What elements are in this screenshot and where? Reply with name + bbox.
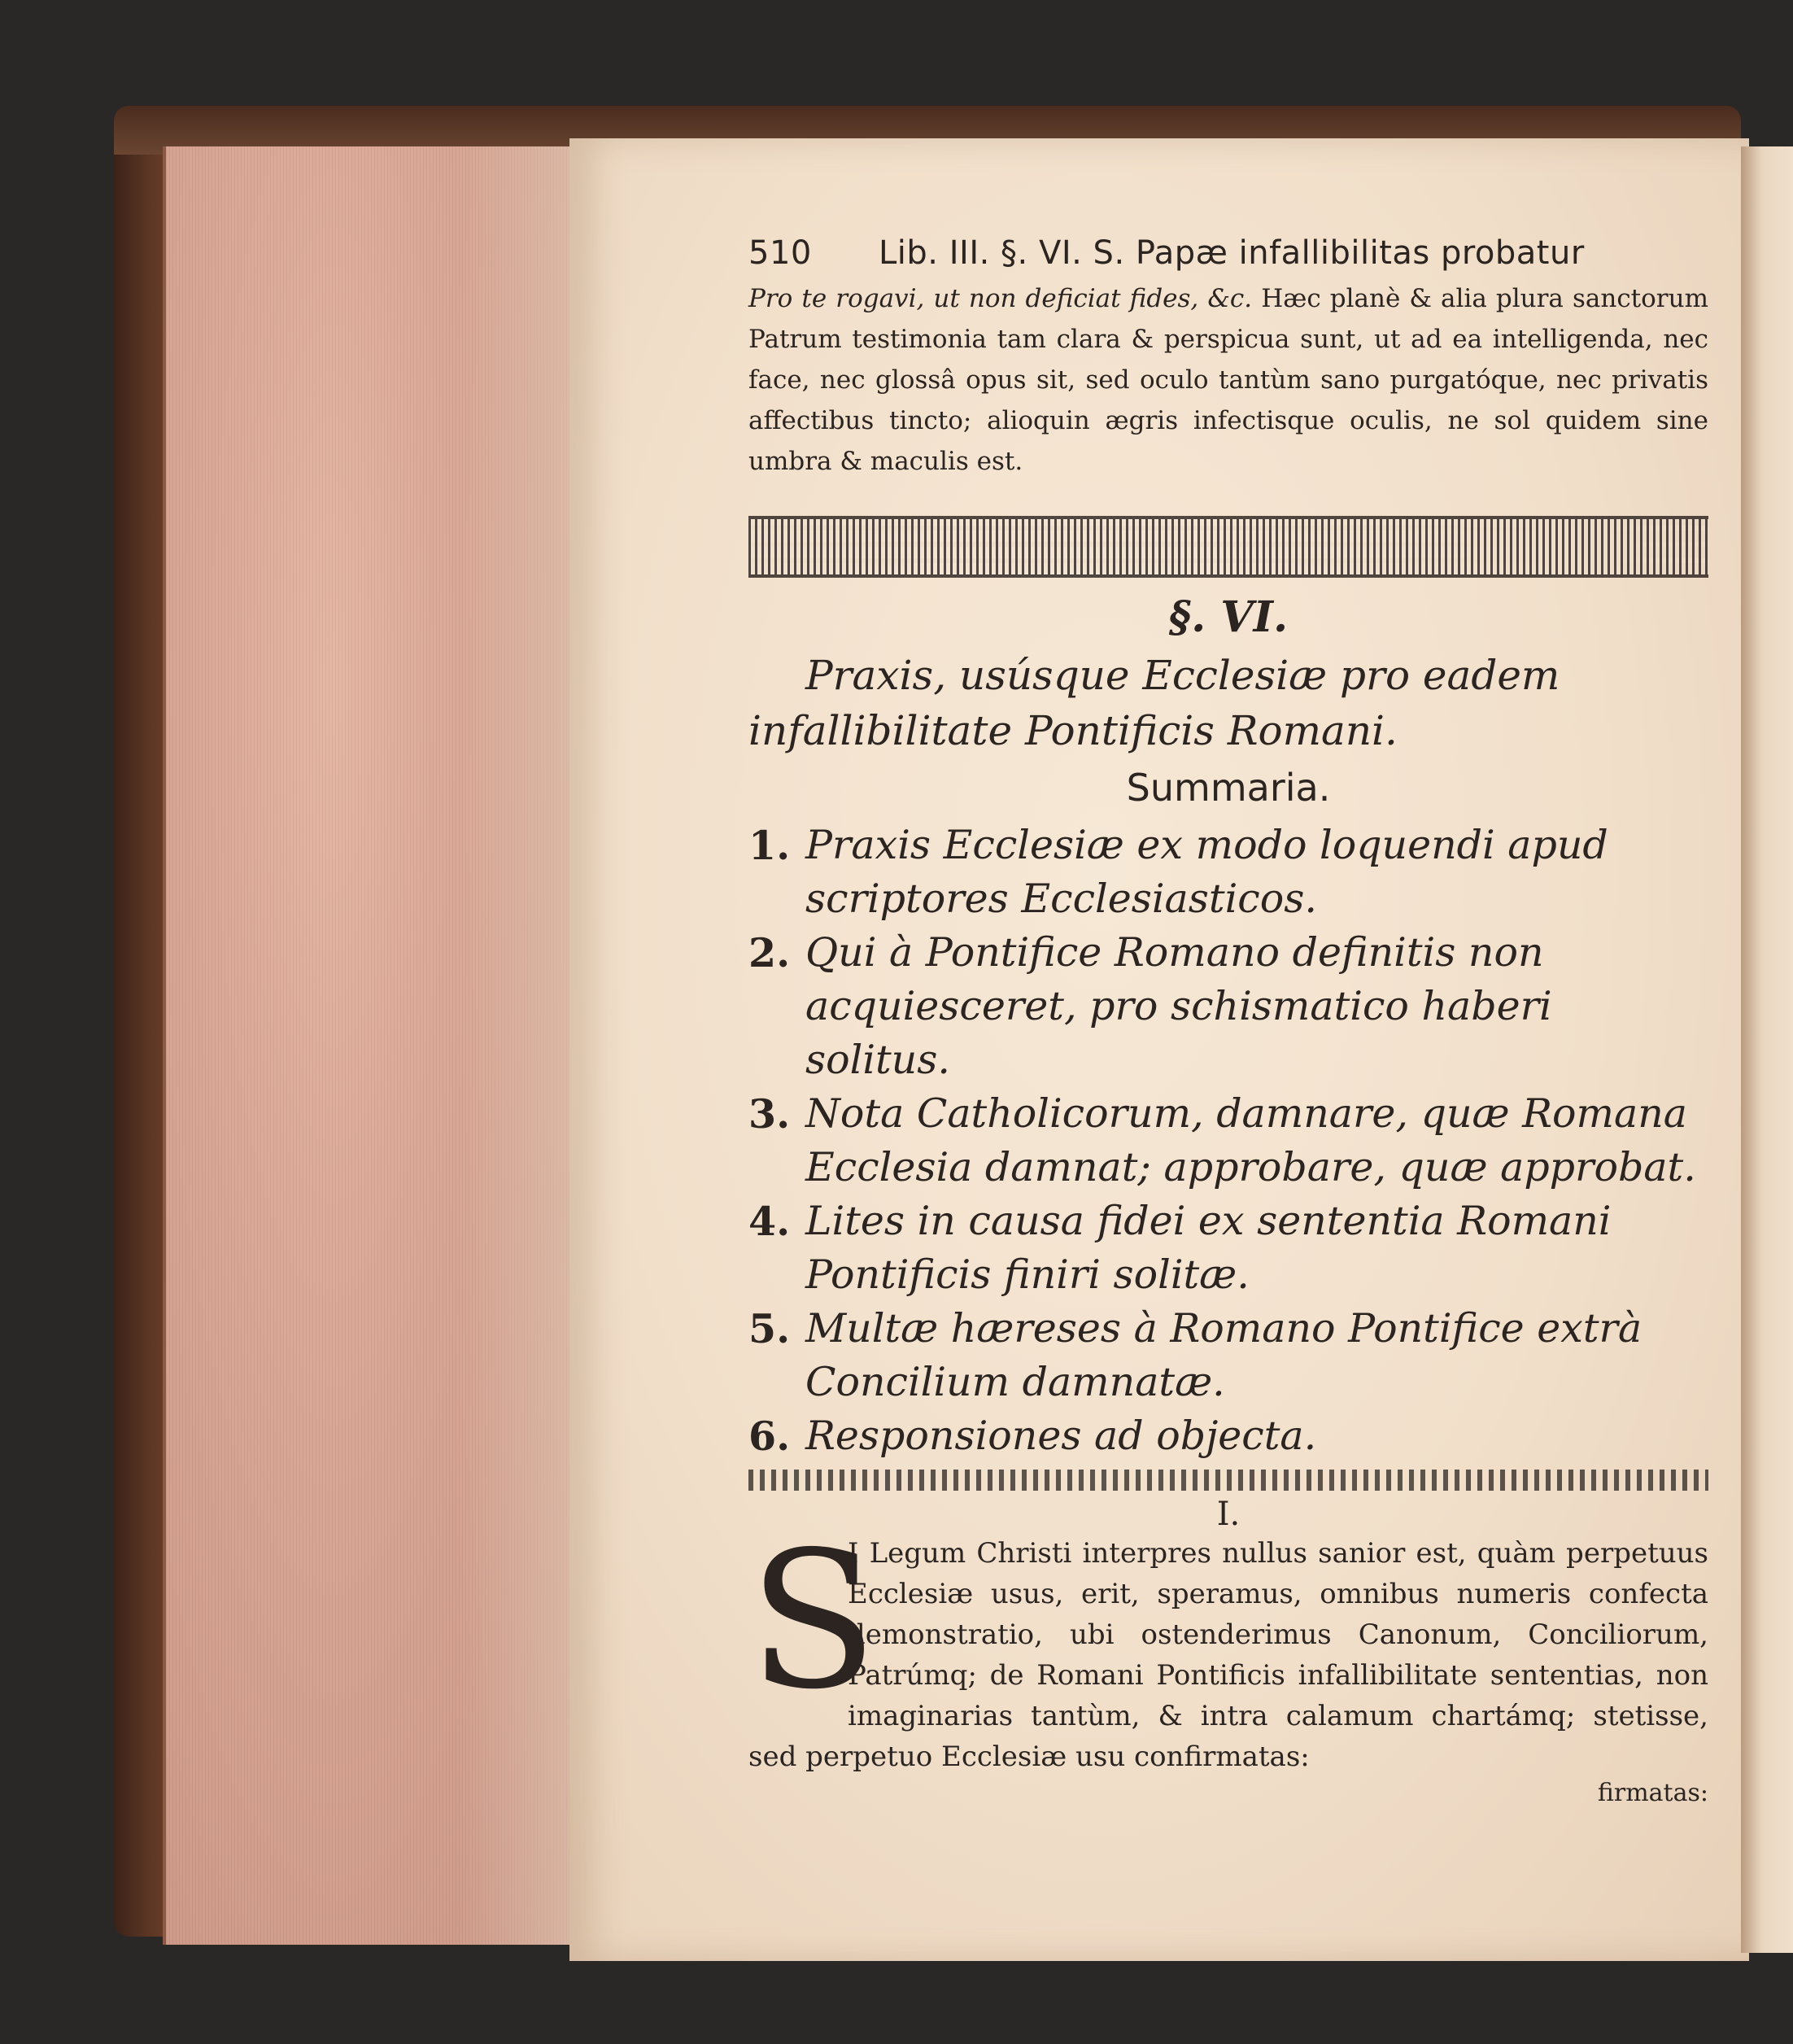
page-header [748,234,1708,272]
summary-item [748,1195,1708,1302]
summary-item [748,926,1708,1087]
summary-heading: Summaria. [1126,766,1331,810]
ornamental-rule [748,1470,1708,1491]
summary-item [748,1087,1708,1195]
catchword: firmatas: [1597,1779,1708,1807]
body-text: I Legum Christi interpres nullus sanior est, quàm perpetuus Ecclesiæ usus, erit, speramus, omnibus numeris confecta demonstratio, ubi ostenderimus Canonum, Conciliorum, Patrúmq; de Romani Pontificis infallibilitate sententias, non imaginarias tantùm, & intra calamum chartámq; stetisse, sed perpetuo Ecclesiæ usu confirmatas: [748,1537,1708,1773]
summary-item [748,819,1708,926]
summary-item-text: Lites in causa fidei ex sententia Romani Pontificis finiri solitæ. [805,1198,1612,1298]
drop-cap: S [748,1511,878,1731]
summary-item-number: 6. [748,1413,791,1460]
summary-list [748,819,1708,1463]
page-block-shade [456,146,578,1945]
summary-item-text: Multæ hæreses à Romano Pontifice extrà Concilium damnatæ. [805,1305,1642,1405]
summary-item-text: Qui à Pontifice Romano definitis non acquiesceret, pro schismatico haberi solitus. [805,929,1552,1083]
page-number: 510 [748,234,812,272]
summary-item [748,1302,1708,1409]
page-text-column [748,234,1708,1810]
ornamental-band [748,516,1708,578]
summary-item-text: Nota Catholicorum, damnare, quæ Romana Ecclesia damnat; approbare, quæ approbat. [805,1090,1696,1190]
summary-item-number: 5. [748,1305,791,1352]
opening-paragraph [748,278,1708,482]
running-head: Lib. III. §. VI. S. Papæ infallibilitas probatur [879,234,1585,272]
summary-item-text: Responsiones ad objecta. [805,1413,1317,1459]
section-mark: §. VI. [1168,592,1289,642]
summary-item-text: Praxis Ecclesiæ ex modo loquendi apud scriptores Ecclesiasticos. [805,822,1608,922]
opening-quote: Pro te rogavi, ut non deficiat fides, &c. [748,284,1253,313]
summary-item [748,1409,1708,1463]
summary-item-number: 1. [748,822,791,869]
adjacent-page-edge [1741,146,1793,1953]
section-title: Praxis, usúsque Ecclesiæ pro eadem infallibilitate Pontificis Romani. [748,652,1560,754]
summary-item-number: 4. [748,1198,791,1245]
body-block [748,1511,1708,1777]
summary-item-number: 2. [748,929,791,976]
paragraph-numeral: I. [1216,1496,1241,1533]
opening-text: Hæc planè & alia plura sanctorum Patrum testimonia tam clara & perspicua sunt, ut ad ea intelligenda, nec face, nec glossâ opus sit, sed oculo tantùm sano purgatóque, nec privatis affectibus tincto; alioquin ægris infectisque oculis, ne sol quidem sine umbra & maculis est. [748,284,1708,476]
summary-item-number: 3. [748,1090,791,1138]
